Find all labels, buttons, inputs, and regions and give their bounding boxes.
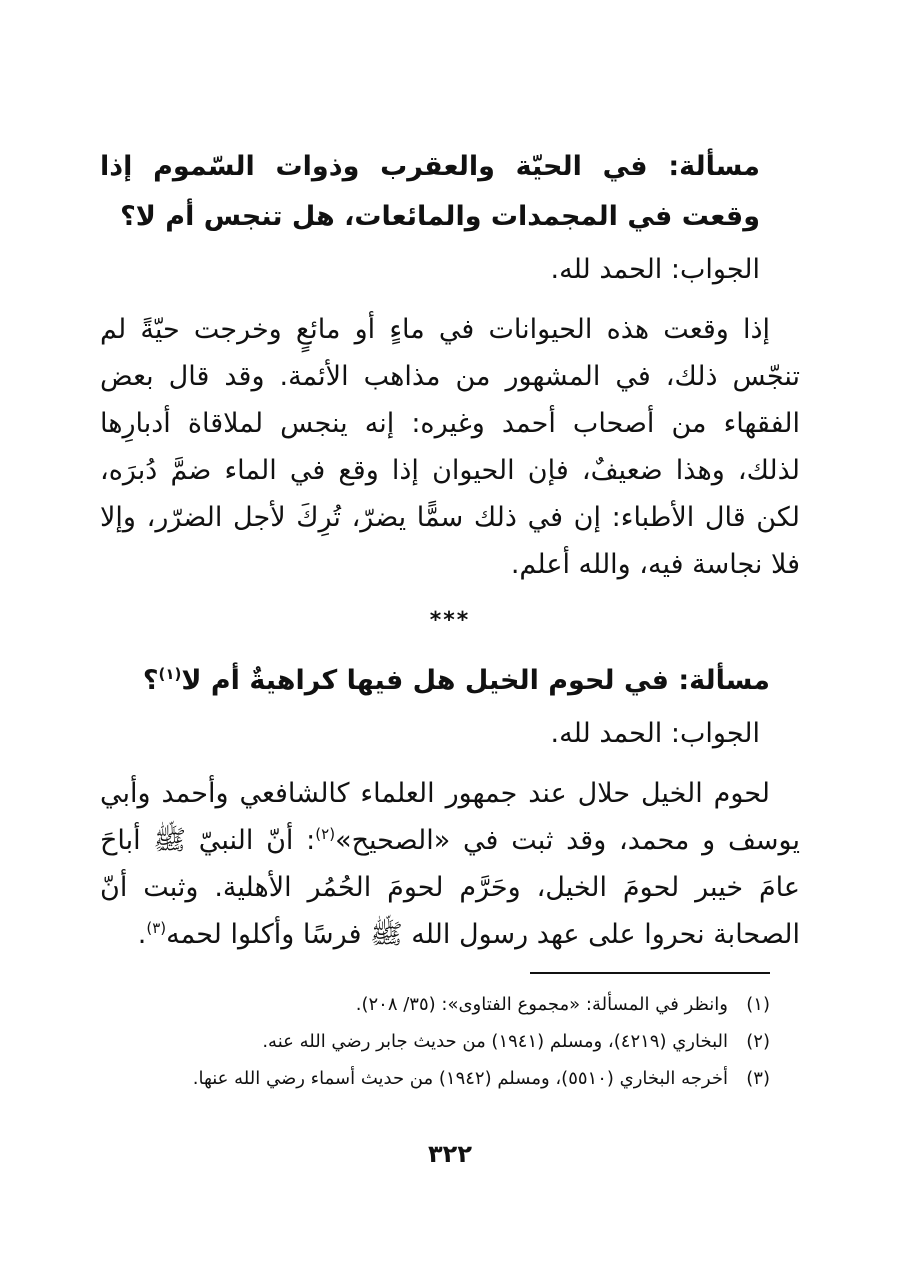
footnote-marker-2: (٢) [315, 825, 336, 843]
footnote-item [110, 1023, 770, 1060]
question-heading-horses [100, 656, 770, 706]
footnote-divider [530, 972, 770, 974]
section-separator: *** [429, 608, 471, 633]
paragraph-2-part-1: لحوم الخيل حلال عند جمهور العلماء كالشافعي وأحمد وأبي يوسف و محمد، وقد ثبت في «الصحيح» [100, 778, 800, 856]
footnotes-list [110, 986, 770, 1097]
footnote-number: (٢) [746, 1031, 770, 1052]
footnote-item [110, 986, 770, 1023]
question-heading-snakes: مسألة: في الحيّة والعقرب وذوات السّموم إذا وقعت في المجمدات والمائعات، هل تنجس أم لا؟ [100, 151, 760, 232]
footnote-text: البخاري (٤٢١٩)، ومسلم (١٩٤١) من حديث جابر رضي الله عنه. [262, 1031, 728, 1052]
question-mark: ؟ [142, 665, 159, 696]
question-heading-text: مسألة: في لحوم الخيل هل فيها كراهيةٌ أم لا [181, 665, 770, 696]
paragraph-2-end: . [137, 919, 147, 950]
answer-label-1: الجواب: الحمد لله. [550, 254, 760, 285]
paragraph-2-part-2: : أنّ النبيّ ﷺ أباحَ عامَ خيبر لحومَ الخيل، وحَرَّم لحومَ الحُمُر الأهلية. وثبت أنّ الصحابة نحروا على عهد رسول الله ﷺ فرسًا وأكلوا لحمه [100, 825, 800, 950]
footnote-item [110, 1060, 770, 1097]
answer-label-2: الجواب: الحمد لله. [550, 718, 760, 749]
footnote-marker-1: (١) [158, 665, 182, 683]
footnote-number: (١) [746, 994, 770, 1015]
footnote-text: وانظر في المسألة: «مجموع الفتاوى»: (٣٥/ ٢٠٨). [355, 994, 728, 1015]
footnote-text: أخرجه البخاري (٥٥١٠)، ومسلم (١٩٤٢) من حديث أسماء رضي الله عنها. [192, 1068, 728, 1089]
page-number: ٣٢٢ [428, 1140, 472, 1168]
footnote-number: (٣) [746, 1068, 770, 1089]
answer-paragraph-2 [100, 770, 800, 958]
page-body [100, 142, 800, 958]
footnote-marker-3: (٣) [146, 919, 167, 937]
answer-paragraph-1: إذا وقعت هذه الحيوانات في ماءٍ أو مائعٍ وخرجت حيّةً لم تنجّس ذلك، في المشهور من مذاهب الأئمة. وقد قال بعض الفقهاء من أصحاب أحمد وغيره: إنه ينجس لملاقاة أدبارِها لذلك، وهذا ضعيفٌ، فإن الحيوان إذا وقع في الماء ضمَّ دُبرَه، لكن قال الأطباء: إن في ذلك سمًّا يضرّ، تُرِكَ لأجل الضرّر، وإلا فلا نجاسة فيه، والله أعلم. [100, 314, 800, 580]
